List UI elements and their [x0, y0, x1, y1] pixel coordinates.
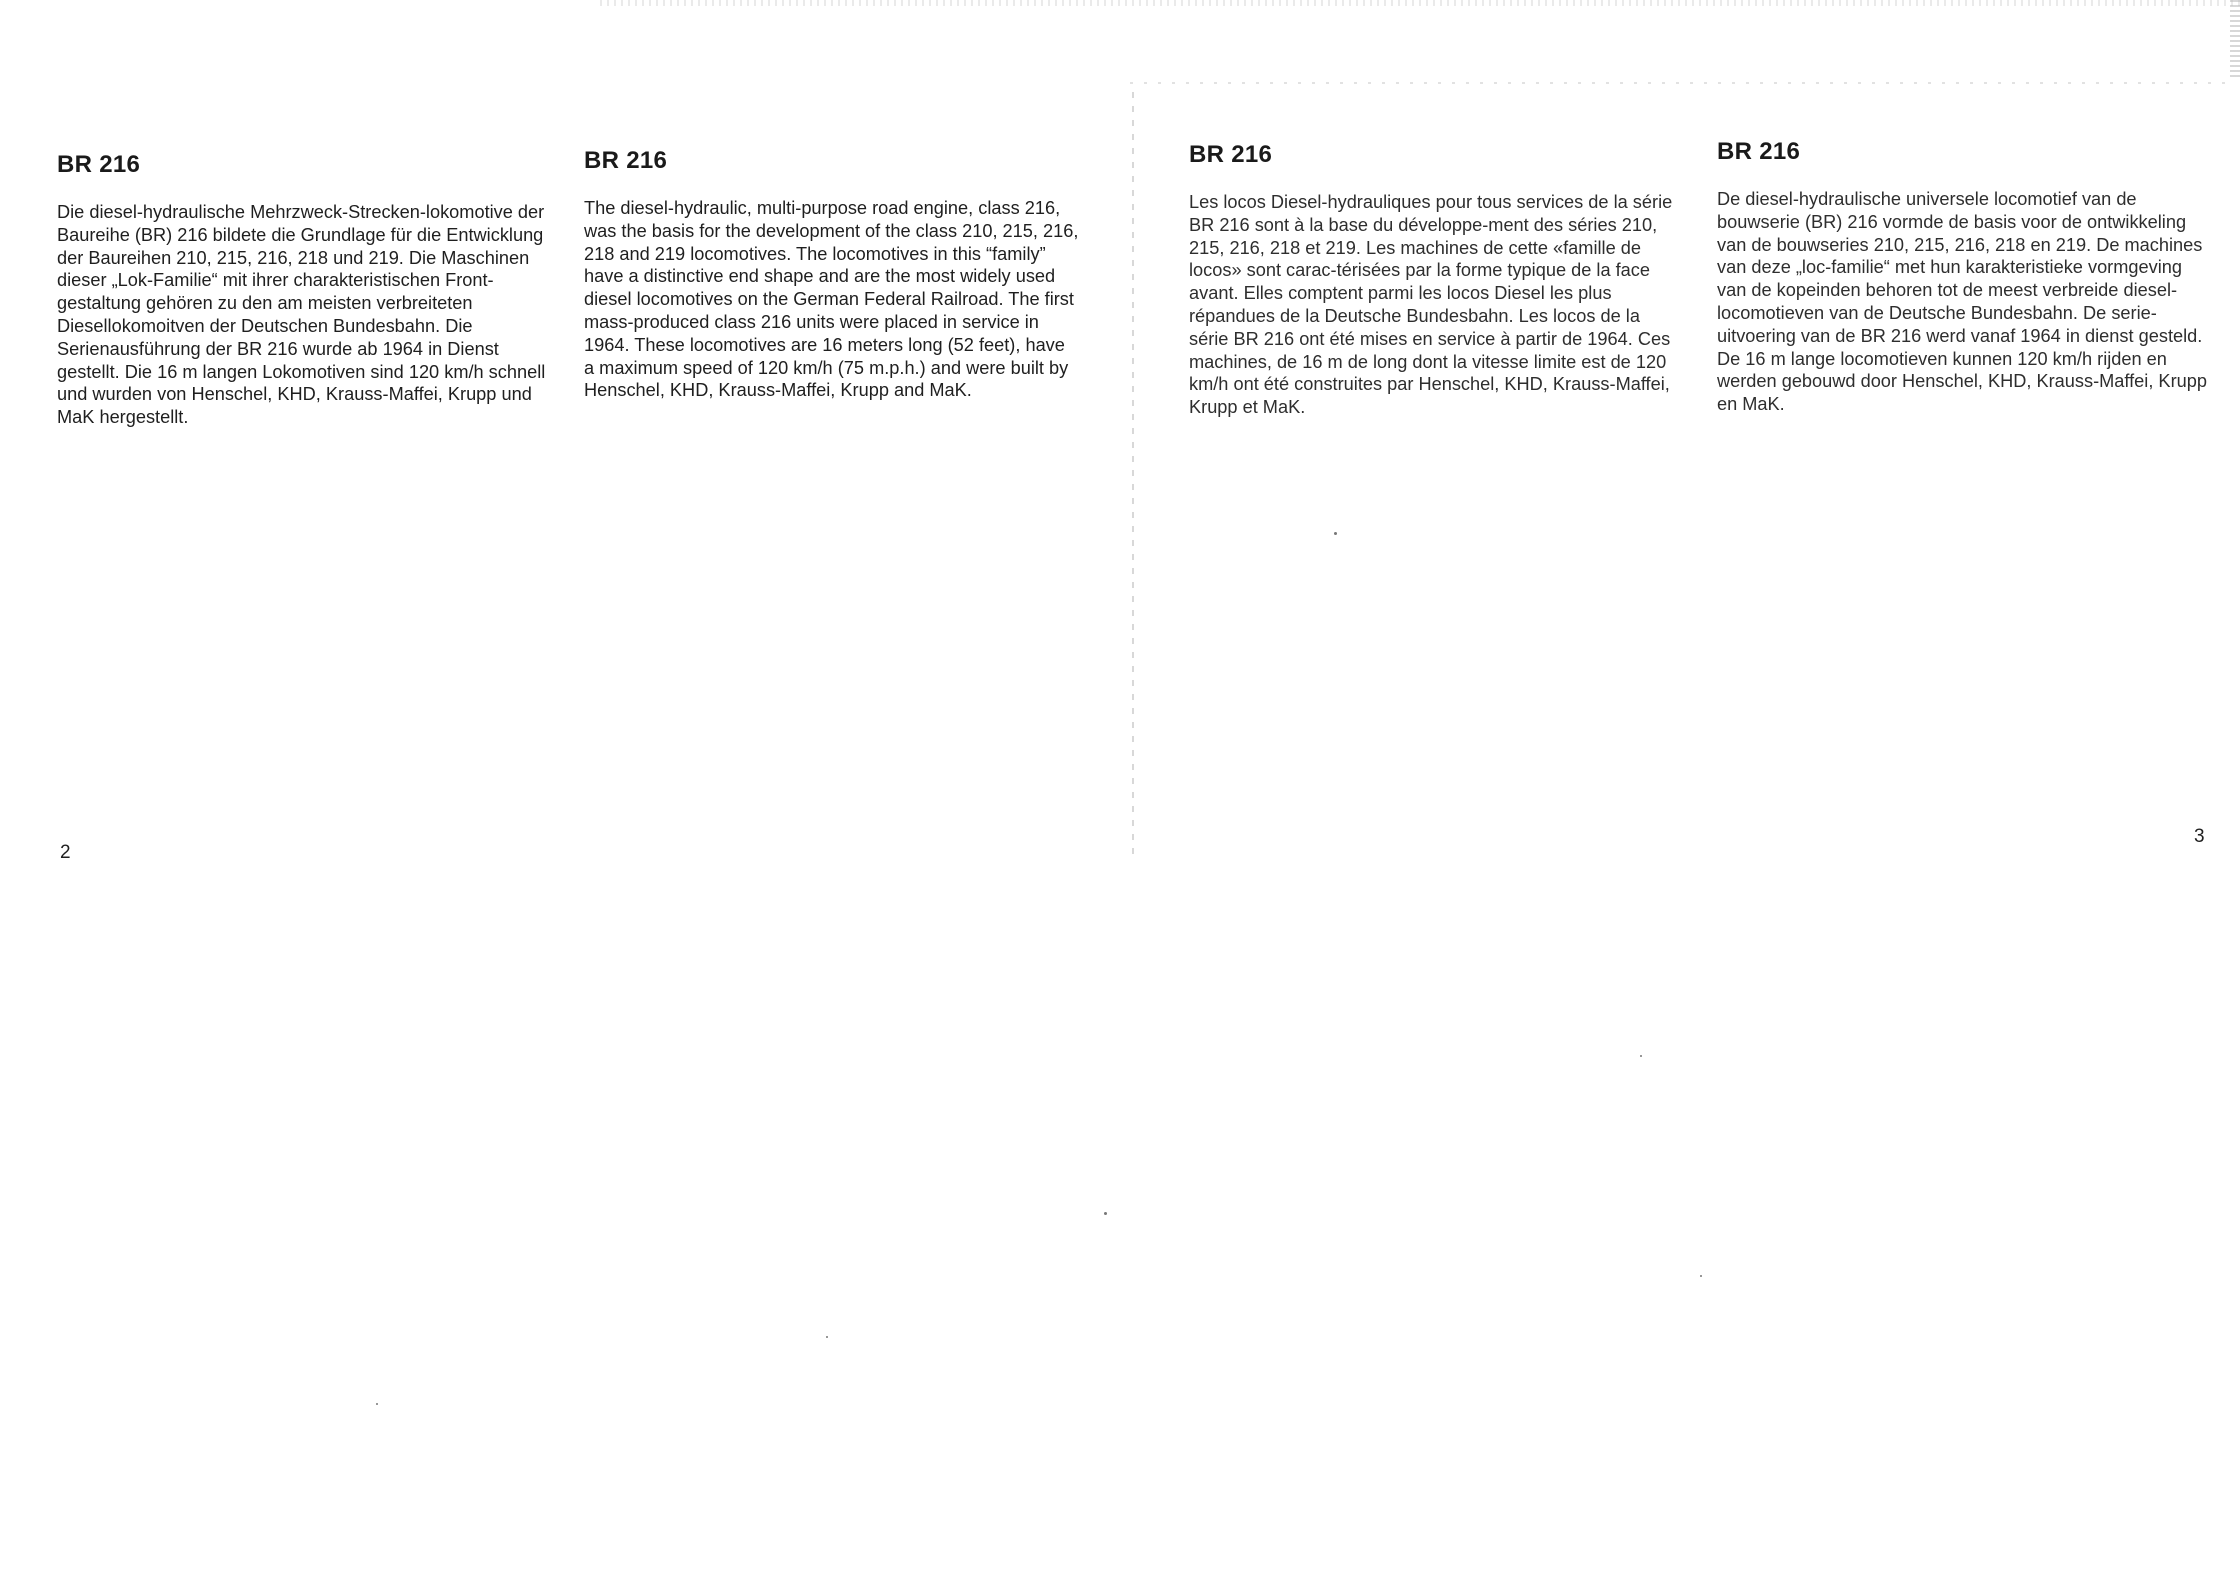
- scan-speck: [1640, 1055, 1642, 1057]
- page-fold-line: [1132, 92, 1134, 862]
- column-dutch: [1717, 138, 2213, 416]
- section-body: Les locos Diesel-hydrauliques pour tous services de la série BR 216 sont à la base du développe-ment des séries 210, 215, 216, 218 et 219. Les machines de cette «famille de locos» sont carac-térisées par la forme typique de la face avant. Elles comptent parmi les locos Diesel les plus répandues de la Deutsche Bundesbahn. Les locos de la série BR 216 ont été mises en service à partir de 1964. Ces machines, de 16 m de long dont la vitesse limite est de 120 km/h ont été construites par Henschel, KHD, Krauss-Maffei, Krupp et MaK.: [1189, 192, 1673, 418]
- scan-speck: [1334, 532, 1337, 535]
- section-heading: BR 216: [584, 147, 668, 174]
- section-heading: BR 216: [1717, 138, 1801, 165]
- column-german: [57, 151, 557, 429]
- page-number-right: 3: [2194, 826, 2205, 847]
- scan-artifact-right: [2230, 0, 2240, 80]
- page-number-left: 2: [60, 842, 71, 863]
- scan-artifact-fold-top: [1130, 82, 2230, 84]
- scan-speck: [1700, 1275, 1702, 1277]
- scan-artifact-top: [600, 0, 2240, 6]
- section-body: The diesel-hydraulic, multi-purpose road engine, class 216, was the basis for the development of the class 210, 215, 216, 218 and 219 locomotives. The locomotives in this “family” have a distinctive end shape and are the most widely used diesel locomotives on the German Federal Railroad. The first mass-produced class 216 units were placed in service in 1964. These locomotives are 16 meters long (52 feet), have a maximum speed of 120 km/h (75 m.p.h.) and were built by Henschel, KHD, Krauss-Maffei, Krupp and MaK.: [584, 198, 1079, 401]
- section-body: Die diesel-hydraulische Mehrzweck-Strecken-lokomotive der Baureihe (BR) 216 bildete die Grundlage für die Entwicklung der Baureihen 210, 215, 216, 218 und 219. Die Maschinen dieser „Lok-Familie“ mit ihrer charakteristischen Front-gestaltung gehören zu den am meisten verbreiteten Diesellokomoitven der Deutschen Bundesbahn. Die Serienausführung der BR 216 wurde ab 1964 in Dienst gestellt. Die 16 m langen Lokomotiven sind 120 km/h schnell und wurden von Henschel, KHD, Krauss-Maffei, Krupp und MaK hergestellt.: [57, 202, 546, 428]
- section-heading: BR 216: [57, 151, 141, 178]
- column-french: [1189, 141, 1679, 419]
- section-heading: BR 216: [1189, 141, 1273, 168]
- scan-speck: [376, 1403, 378, 1405]
- scan-speck: [1104, 1212, 1107, 1215]
- scan-speck: [826, 1336, 828, 1338]
- column-english: [584, 147, 1080, 402]
- section-body: De diesel-hydraulische universele locomotief van de bouwserie (BR) 216 vormde de basis voor de ontwikkeling van de bouwseries 210, 215, 216, 218 en 219. De machines van deze „loc-familie“ met hun karakteristieke vormgeving van de kopeinden behoren tot de meest verbreide diesel-locomotieven van de Deutsche Bundesbahn. De serie-uitvoering van de BR 216 werd vanaf 1964 in dienst gesteld. De 16 m lange locomotieven kunnen 120 km/h rijden en werden gebouwd door Henschel, KHD, Krauss-Maffei, Krupp en MaK.: [1717, 189, 2207, 415]
